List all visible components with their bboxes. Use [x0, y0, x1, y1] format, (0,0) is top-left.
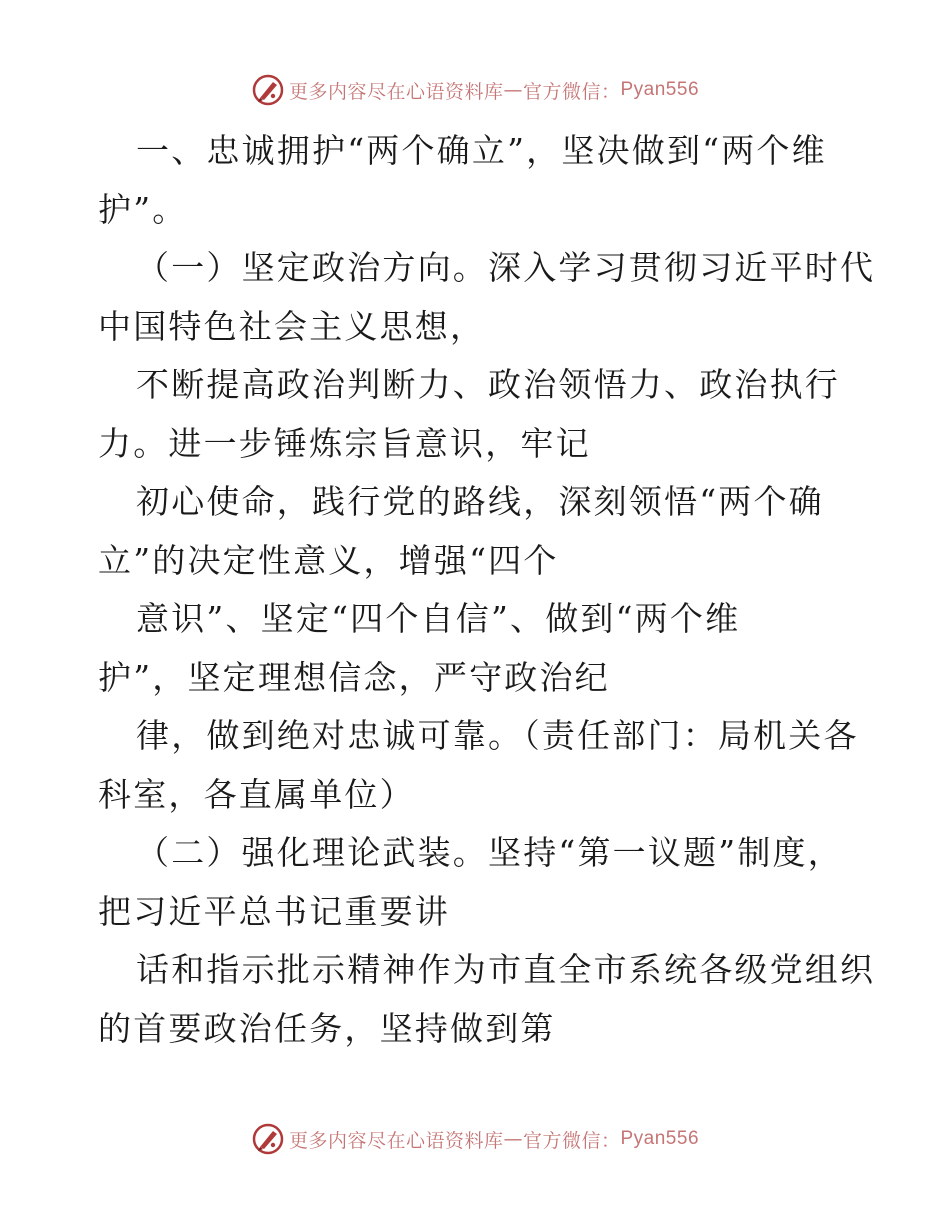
text-line: 立”的决定性意义，增强“四个	[98, 540, 559, 580]
pen-logo-icon	[251, 73, 285, 107]
text-line: 的首要政治任务，坚持做到第	[98, 1008, 556, 1048]
text-line: 护”，坚定理想信念，严守政治纪	[98, 657, 610, 697]
footer-banner	[0, 1119, 950, 1159]
banner-dash: —	[503, 1128, 523, 1150]
wechat-id: Pyan556	[620, 79, 700, 100]
text-line: （一）坚定政治方向。深入学习贯彻习近平时代	[136, 248, 876, 287]
text-line: 中国特色社会主义思想，	[98, 306, 486, 346]
site-name: 更多内容尽在心语资料库	[288, 1129, 504, 1152]
text-line: 律，做到绝对忠诚可靠。（责任部门：局机关各	[136, 716, 859, 755]
text-line: 话和指示批示精神作为市直全市系统各级党组织	[136, 950, 876, 989]
wechat-label: 官方微信：	[522, 1129, 621, 1152]
text-line: 把习近平总书记重要讲	[98, 891, 450, 931]
banner-dash: —	[503, 79, 523, 101]
text-line: 一、忠诚拥护“两个确立”，坚决做到“两个维	[136, 131, 827, 170]
text-line: 护”。	[98, 189, 188, 229]
wechat-id: Pyan556	[620, 1128, 700, 1149]
site-name: 更多内容尽在心语资料库	[288, 80, 504, 103]
text-line: 意识”、坚定“四个自信”、做到“两个维	[136, 599, 741, 638]
text-line: 初心使命，践行党的路线，深刻领悟“两个确	[136, 482, 824, 521]
wechat-label: 官方微信：	[522, 80, 621, 103]
header-banner	[0, 70, 950, 110]
text-line: 科室，各直属单位）	[98, 774, 415, 814]
document-body	[98, 122, 876, 1058]
text-line: 力。进一步锤炼宗旨意识，牢记	[98, 423, 591, 463]
pen-logo-icon	[251, 1122, 285, 1156]
text-line: （二）强化理论武装。坚持“第一议题”制度，	[136, 833, 843, 872]
text-line: 不断提高政治判断力、政治领悟力、政治执行	[136, 365, 840, 404]
